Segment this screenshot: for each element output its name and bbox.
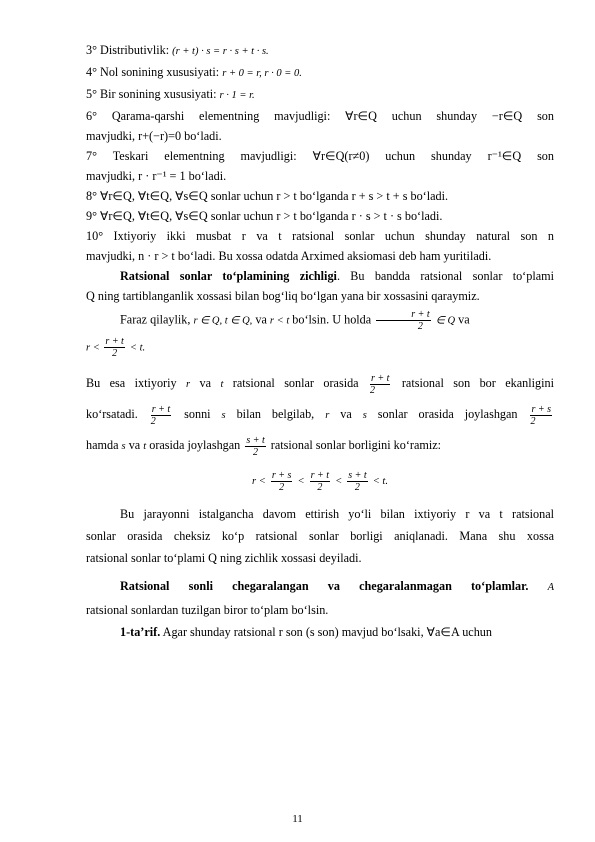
faraz-line2: r < $\frac{r + t}{2}$ < t.: [86, 336, 146, 359]
section-heading-density: Ratsional sonlar to‘plamining zichligi: [120, 269, 337, 283]
section-heading-bounded: Ratsional sonli chegaralangan va chegaralanmagan to‘plamlar.: [120, 579, 529, 593]
section-density-line1: Ratsional sonlar to‘plamining zichligi. Bu bandda ratsional sonlar to‘plami: [120, 269, 554, 283]
property-9: 9° ∀r∈Q, ∀t∈Q, ∀s∈Q sonlar uchun r > t bo‘lganda r · s > t · s bo‘ladi.: [86, 209, 443, 223]
definition-1: 1-ta’rif. Agar shunday ratsional r son (s son) mavjud bo‘lsaki, ∀a∈A uchun: [120, 625, 492, 639]
fraction-r-plus-t: $\frac{r + t}{2}$: [150, 403, 171, 427]
page-number: 11: [292, 813, 303, 825]
section-bounded-line1: Ratsional sonli chegaralangan va chegaralanmagan to‘plamlar. A: [120, 579, 555, 593]
page-body: [86, 40, 554, 643]
property-4: 4° Nol sonining xususiyati: r + 0 = r, r · 0 = 0.: [86, 65, 302, 79]
property-7-line2: mavjudki, r · r⁻¹ = 1 bo‘ladi.: [86, 169, 227, 183]
fraction-r-plus-t: $\frac{r + t}{2}$: [370, 372, 390, 396]
property-6-line1: 6° Qarama-qarshi elementning mavjudligi: ∀r∈Q uchun shunday −r∈Q son: [86, 109, 554, 123]
property-5: 5° Bir sonining xususiyati: r · 1 = r.: [86, 87, 255, 101]
property-8: 8° ∀r∈Q, ∀t∈Q, ∀s∈Q sonlar uchun r > t bo‘lganda r + s > t + s bo‘ladi.: [86, 189, 449, 203]
property-3: 3° Distributivlik: (r + t) · s = r · s + t · s.: [86, 43, 269, 57]
fraction-r-plus-s: $\frac{r + s}{2}$: [530, 403, 551, 427]
fraction-r-plus-t: $\frac{r + t}{2}$: [376, 309, 430, 332]
property-7-line1: 7° Teskari elementning mavjudligi: ∀r∈Q(r≠0) uchun shunday r⁻¹∈Q son: [86, 149, 554, 163]
paragraph2-line3: ratsional sonlar to‘plami Q ning zichlik xossasi deyiladi.: [86, 551, 362, 565]
section-density-line2: Q ning tartiblanganlik xossasi bilan bog‘liq bo‘lgan yana bir xossasini qaraymiz.: [86, 289, 480, 303]
paragraph1-line3: hamda s va t orasida joylashgan $\frac{s + t}{2}$ ratsional sonlar borligini ko‘ramiz:: [86, 434, 442, 458]
paragraph1-line2: ko‘rsatadi. $\frac{r + t}{2}$ sonni s bilan belgilab, r va s sonlar orasida joylashgan $\frac{r + s}{2}$: [86, 403, 551, 427]
faraz-line1: Faraz qilaylik, r ∈ Q, t ∈ Q, va r < t bo‘lsin. U holda $\frac{r + t}{2}$ ∈ Q va: [120, 309, 470, 332]
section-bounded-line2: ratsional sonlardan tuzilgan biror to‘plam bo‘lsin.: [86, 603, 329, 617]
paragraph2-line1: Bu jarayonni istalgancha davom ettirish yo‘li bilan ixtiyoriy r va t ratsional: [120, 507, 554, 521]
property-10-line1: 10° Ixtiyoriy ikki musbat r va t ratsional sonlar uchun shunday natural son n: [86, 229, 555, 243]
inequality-chain: r < $\frac{r + s}{2}$ < $\frac{r + t}{2}$ < $\frac{s + t}{2}$ < t.: [252, 469, 388, 493]
property-6-line2: mavjudki, r+(−r)=0 bo‘ladi.: [86, 129, 222, 143]
fraction-s-plus-t: $\frac{s + t}{2}$: [246, 434, 265, 458]
property-10-line2: mavjudki, n · r > t bo‘ladi. Bu xossa odatda Arximed aksiomasi deb ham yuritiladi.: [86, 249, 492, 263]
paragraph1-line1: Bu esa ixtiyoriy r va t ratsional sonlar orasida $\frac{r + t}{2}$ ratsional son bor ekanligini: [86, 372, 554, 396]
fraction-r-plus-t: $\frac{r + t}{2}$: [105, 336, 124, 359]
paragraph2-line2: sonlar orasida cheksiz ko‘p ratsional sonlar borligi aniqlanadi. Mana shu xossa: [86, 529, 554, 543]
